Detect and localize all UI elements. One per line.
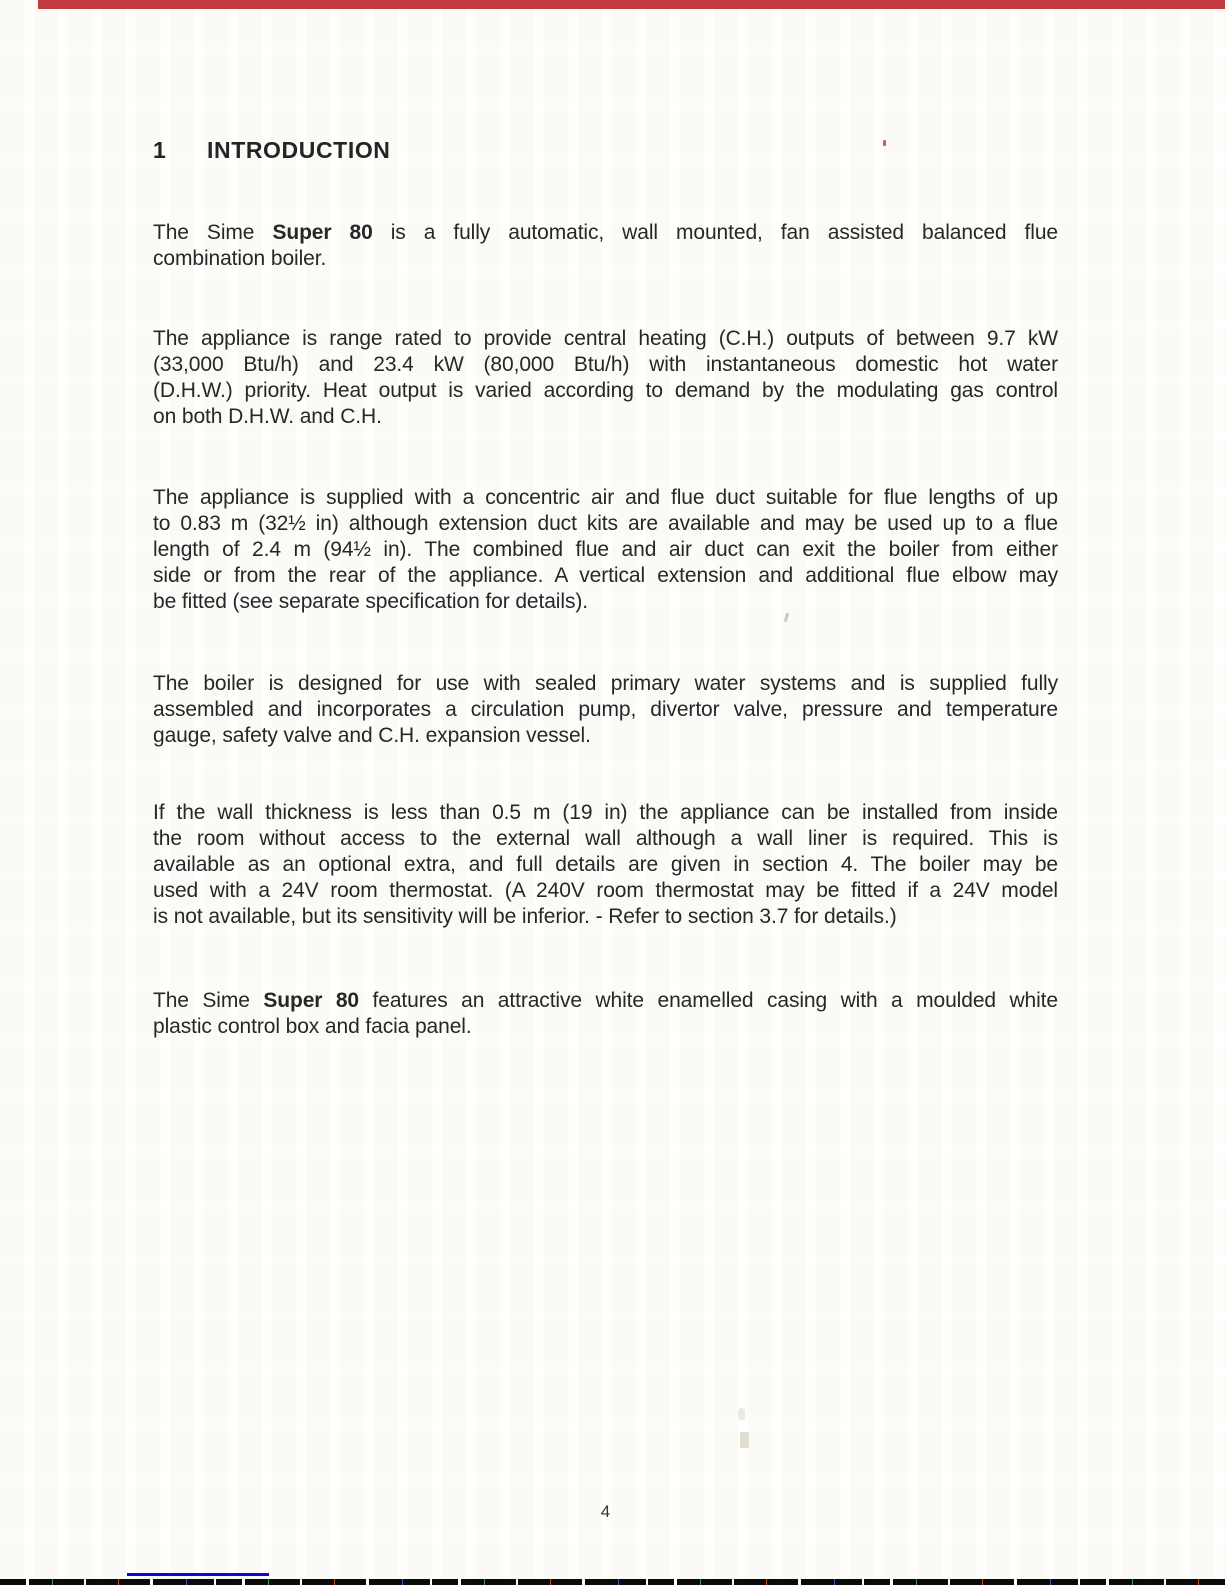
footer-blue-underline [127,1573,269,1576]
bottom-scan-edge [0,1579,1225,1585]
paragraph-line: (D.H.W.) priority. Heat output is varied according to demand by the modulating gas control [153,379,1058,402]
paragraph-line: to 0.83 m (32½ in) although extension duct kits are available and may be used up to a flue [153,512,1058,535]
paragraph-line: available as an optional extra, and full details are given in section 4. The boiler may be [153,853,1058,876]
paragraph-line: the room without access to the external wall although a wall liner is required. This is [153,827,1058,850]
paragraph-line: is not available, but its sensitivity will be inferior. - Refer to section 3.7 for details.) [153,905,897,928]
paragraph [153,485,1058,615]
paragraph [153,800,1058,930]
paragraph [153,671,1058,749]
section-title: INTRODUCTION [207,137,391,163]
paragraph-line: combination boiler. [153,247,327,270]
paragraph-line: assembled and incorporates a circulation pump, divertor valve, pressure and temperature [153,698,1058,721]
paragraph-line: used with a 24V room thermostat. (A 240V room thermostat may be fitted if a 24V model [153,879,1058,902]
scan-smudge [738,1408,745,1420]
paragraph-line: The Sime Super 80 features an attractive white enamelled casing with a moulded white [153,989,1058,1012]
paragraph-line: (33,000 Btu/h) and 23.4 kW (80,000 Btu/h) with instantaneous domestic hot water [153,353,1058,376]
page-number: 4 [600,1502,611,1521]
section-number: 1 [153,137,167,163]
paragraph [153,220,1058,272]
paragraph-line: on both D.H.W. and C.H. [153,405,382,428]
paragraph-line: plastic control box and facia panel. [153,1015,472,1038]
paragraph-line: length of 2.4 m (94½ in). The combined flue and air duct can exit the boiler from either [153,538,1058,561]
paragraph-line: side or from the rear of the appliance. A vertical extension and additional flue elbow may [153,564,1058,587]
paragraph-line: gauge, safety valve and C.H. expansion vessel. [153,724,591,747]
paragraph-line: be fitted (see separate specification for details). [153,590,588,613]
paragraph [153,988,1058,1040]
paragraph-line: If the wall thickness is less than 0.5 m (19 in) the appliance can be installed from inside [153,801,1058,824]
section-heading [153,137,391,164]
paragraph-line: The boiler is designed for use with sealed primary water systems and is supplied fully [153,672,1058,695]
paragraph-line: The appliance is range rated to provide central heating (C.H.) outputs of between 9.7 kW [153,327,1058,350]
scan-smudge [740,1432,749,1448]
red-scan-speck [883,140,886,146]
paragraph [153,326,1058,430]
paragraph-line: The appliance is supplied with a concentric air and flue duct suitable for flue lengths of up [153,486,1058,509]
paragraph-line: The Sime Super 80 is a fully automatic, wall mounted, fan assisted balanced flue [153,221,1058,244]
top-scan-red-bar [38,0,1225,9]
